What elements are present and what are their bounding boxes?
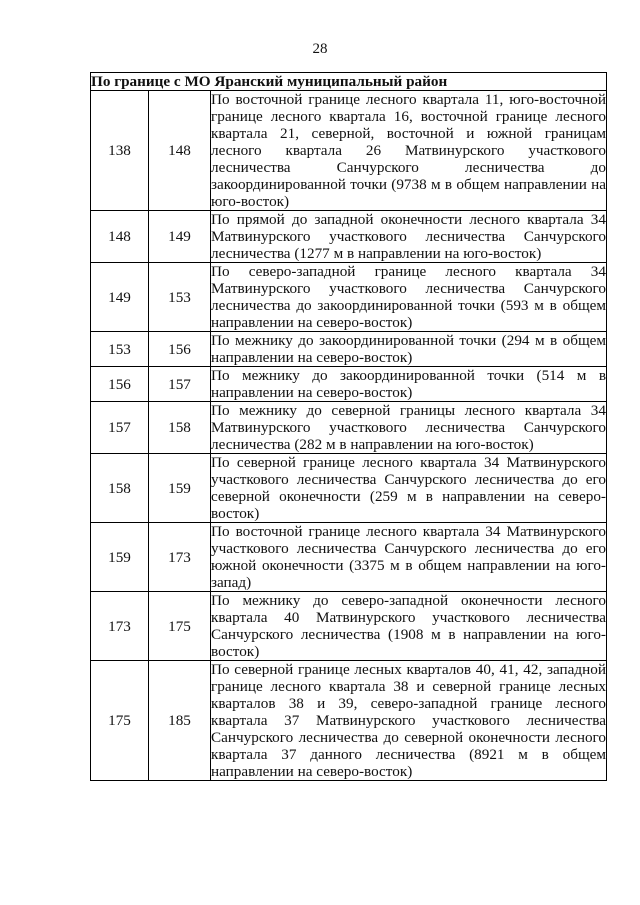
table-row xyxy=(91,402,607,454)
table-row xyxy=(91,91,607,211)
point-from: 173 xyxy=(91,592,149,661)
table-row xyxy=(91,661,607,781)
point-from: 159 xyxy=(91,523,149,592)
table-row xyxy=(91,592,607,661)
description-text: По прямой до западной оконечности лесного квартала 34 Матвинурского участкового лесничества Санчурского лесничества (1277 м в направлении на юго-восток) xyxy=(211,211,606,262)
point-from: 156 xyxy=(91,367,149,402)
boundary-description xyxy=(211,263,607,332)
table-row xyxy=(91,367,607,402)
point-from: 138 xyxy=(91,91,149,211)
boundary-description xyxy=(211,367,607,402)
description-text: По межнику до северо-западной оконечности лесного квартала 40 Матвинурского участкового лесничества Санчурского лесничества (1908 м в направлении на юго-восток) xyxy=(211,592,606,660)
page-number: 28 xyxy=(312,41,328,57)
boundary-description xyxy=(211,523,607,592)
section-header: По границе с МО Яранский муниципальный район xyxy=(91,73,607,91)
description-text: По северной границе лесных кварталов 40, 41, 42, западной границе лесного квартала 38 и северной границе лесных кварталов 38 и 39, северо-западной границе лесного квартала 37 Матвинурского участкового лесничества Санчурского лесничества до северной оконечности лесного квартала 37 данного лесничества (8921 м в общем направлении на северо-восток) xyxy=(211,661,606,780)
point-from: 158 xyxy=(91,454,149,523)
description-text: По межнику до закоординированной точки (294 м в общем направлении на северо-восток) xyxy=(211,332,606,366)
description-text: По северо-западной границе лесного квартала 34 Матвинурского участкового лесничества Санчурского лесничества до закоординированной точки (593 м в общем направлении на северо-восток) xyxy=(211,263,606,331)
description-text: По восточной границе лесного квартала 11, юго-восточной границе лесного квартала 16, восточной границе лесного квартала 21, северной, восточной и южной границам лесного квартала 26 Матвинурского участкового лесничества Санчурского лесничества до закоординированной точки (9738 м в общем направлении на юго-восток) xyxy=(211,91,606,210)
point-to: 175 xyxy=(149,592,211,661)
boundary-description xyxy=(211,454,607,523)
point-to: 173 xyxy=(149,523,211,592)
table-row xyxy=(91,332,607,367)
table-row xyxy=(91,263,607,332)
description-text: По межнику до закоординированной точки (514 м в направлении на северо-восток) xyxy=(211,367,606,401)
boundary-description xyxy=(211,402,607,454)
point-from: 175 xyxy=(91,661,149,781)
boundary-description-table xyxy=(90,72,607,781)
description-text: По северной границе лесного квартала 34 Матвинурского участкового лесничества Санчурского лесничества до его северной оконечности (259 м в направлении на северо-восток) xyxy=(211,454,606,522)
point-from: 148 xyxy=(91,211,149,263)
table-row xyxy=(91,211,607,263)
boundary-description xyxy=(211,211,607,263)
boundary-description xyxy=(211,332,607,367)
section-header-row xyxy=(91,73,607,91)
description-text: По межнику до северной границы лесного квартала 34 Матвинурского участкового лесничества Санчурского лесничества (282 м в направлении на юго-восток) xyxy=(211,402,606,453)
description-text: По восточной границе лесного квартала 34 Матвинурского участкового лесничества Санчурского лесничества до его южной оконечности (3375 м в общем направлении на юго-запад) xyxy=(211,523,606,591)
point-to: 156 xyxy=(149,332,211,367)
table-row xyxy=(91,454,607,523)
point-to: 159 xyxy=(149,454,211,523)
table-row xyxy=(91,523,607,592)
boundary-description xyxy=(211,661,607,781)
point-to: 185 xyxy=(149,661,211,781)
point-to: 153 xyxy=(149,263,211,332)
point-to: 157 xyxy=(149,367,211,402)
point-from: 149 xyxy=(91,263,149,332)
point-from: 153 xyxy=(91,332,149,367)
point-to: 148 xyxy=(149,91,211,211)
point-to: 149 xyxy=(149,211,211,263)
point-to: 158 xyxy=(149,402,211,454)
boundary-description xyxy=(211,91,607,211)
point-from: 157 xyxy=(91,402,149,454)
boundary-description xyxy=(211,592,607,661)
